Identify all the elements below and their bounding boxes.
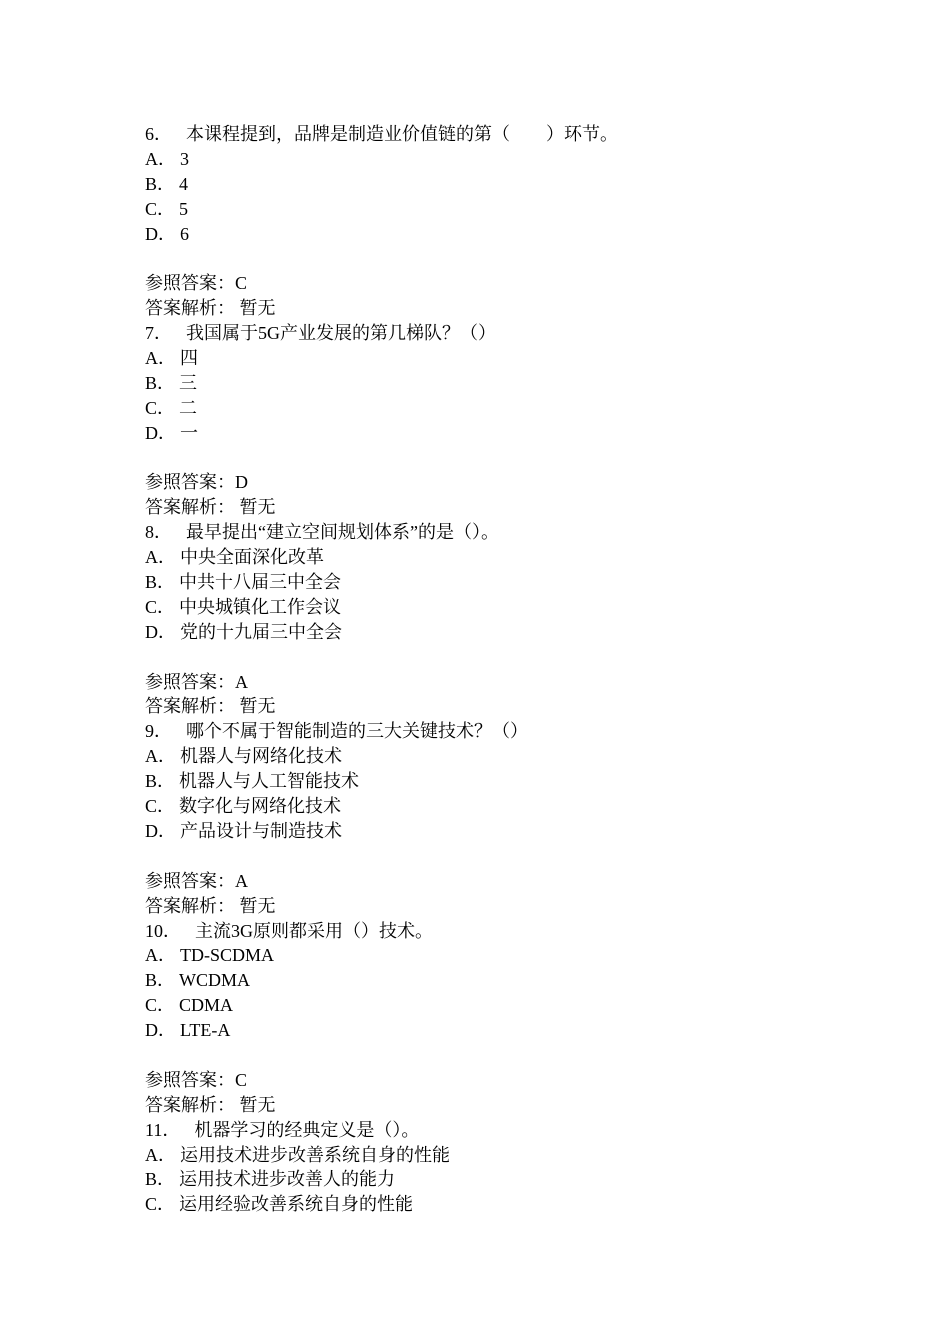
question-9 [145,719,845,918]
option-letter: B． [145,970,176,991]
option-text: 机器人与网络化技术 [180,746,342,767]
analysis-label: 答案解析： [145,497,235,518]
option-letter: C． [145,1194,176,1215]
question-stem [145,919,845,944]
option-letter: C． [145,995,176,1016]
option-letter: B． [145,1169,176,1190]
question-text: 我国属于5G产业发展的第几梯队？（） [186,323,496,344]
option-text: 产品设计与制造技术 [180,820,342,841]
option-a [145,346,845,371]
question-stem [145,321,845,346]
answer-value: D [235,472,248,493]
answer-label: 参照答案： [145,671,235,692]
option-a [145,545,845,570]
question-text: 主流3G原则都采用（）技术。 [195,920,433,941]
spacer [145,446,845,471]
option-b [145,1167,845,1192]
analysis-line [145,694,845,719]
option-d [145,620,845,645]
option-text: 4 [179,173,189,194]
option-c [145,1192,845,1217]
option-a [145,744,845,769]
option-text: 机器人与人工智能技术 [179,771,360,792]
option-text: 运用技术进步改善系统自身的性能 [180,1144,450,1165]
option-a [145,943,845,968]
answer-label: 参照答案： [145,870,235,891]
option-text: 党的十九届三中全会 [180,621,342,642]
option-letter: D． [145,820,176,841]
analysis-line [145,1093,845,1118]
answer-label: 参照答案： [145,273,235,294]
option-letter: C． [145,198,176,219]
option-text: 数字化与网络化技术 [179,796,342,817]
option-letter: B． [145,173,176,194]
option-letter: A． [145,547,176,568]
option-text: 运用经验改善系统自身的性能 [179,1194,414,1215]
analysis-value: 暂无 [239,696,276,717]
option-text: 四 [180,348,198,369]
analysis-label: 答案解析： [145,895,235,916]
option-c [145,197,845,222]
spacer [145,844,845,869]
option-d [145,421,845,446]
option-text: 6 [180,223,189,244]
option-letter: D． [145,223,176,244]
answer-line [145,670,845,695]
spacer [145,645,845,670]
question-stem [145,1118,845,1143]
question-number: 7． [145,323,172,344]
question-stem [145,719,845,744]
option-c [145,993,845,1018]
option-letter: B． [145,572,176,593]
analysis-line [145,296,845,321]
analysis-label: 答案解析： [145,696,235,717]
answer-line [145,1068,845,1093]
analysis-value: 暂无 [239,895,276,916]
option-b [145,769,845,794]
answer-value: A [235,870,248,891]
analysis-line [145,894,845,919]
option-text: 二 [179,397,198,418]
option-a [145,1143,845,1168]
question-text: 哪个不属于智能制造的三大关键技术？（） [186,721,528,742]
answer-line [145,470,845,495]
option-text: 三 [179,372,198,393]
question-stem [145,122,845,147]
option-text: LTE-A [180,1020,231,1041]
option-letter: B． [145,372,176,393]
option-letter: C． [145,397,176,418]
spacer [145,246,845,271]
option-letter: D． [145,621,176,642]
option-b [145,968,845,993]
option-letter: C． [145,596,176,617]
option-d [145,1018,845,1043]
option-text: 5 [179,198,189,219]
question-7 [145,321,845,520]
question-text: 机器学习的经典定义是（）。 [194,1119,420,1140]
option-text: 运用技术进步改善人的能力 [179,1169,396,1190]
analysis-line [145,495,845,520]
analysis-label: 答案解析： [145,1094,235,1115]
option-a [145,147,845,172]
option-c [145,595,845,620]
question-stem [145,520,845,545]
option-c [145,794,845,819]
question-8 [145,520,845,719]
option-b [145,371,845,396]
question-number: 10． [145,920,181,941]
question-11 [145,1118,845,1218]
option-b [145,570,845,595]
option-text: TD-SCDMA [180,945,275,966]
analysis-value: 暂无 [239,298,276,319]
option-text: 中央城镇化工作会议 [179,596,342,617]
document-page [145,122,845,1217]
option-text: 3 [180,148,189,169]
question-text: 本课程提到，品牌是制造业价值链的第（ ）环节。 [186,124,618,144]
answer-value: C [235,273,248,294]
question-number: 9． [145,721,172,742]
question-text: 最早提出“建立空间规划体系”的是（）。 [186,522,499,543]
analysis-label: 答案解析： [145,298,235,319]
analysis-value: 暂无 [239,497,276,518]
option-b [145,172,845,197]
spacer [145,1043,845,1068]
option-letter: D． [145,1020,176,1041]
option-letter: B． [145,771,176,792]
question-number: 11． [145,1119,181,1140]
answer-line [145,271,845,296]
answer-value: C [235,1069,248,1090]
question-number: 6． [145,124,172,144]
answer-value: A [235,671,248,692]
option-letter: A． [145,348,176,369]
question-number: 8． [145,522,172,543]
option-text: 中共十八届三中全会 [179,572,342,593]
option-text: WCDMA [179,970,251,991]
option-letter: A． [145,1144,176,1165]
option-d [145,819,845,844]
option-c [145,396,845,421]
option-letter: A． [145,746,176,767]
option-text: CDMA [179,995,234,1016]
question-10 [145,919,845,1118]
option-text: 一 [180,422,198,443]
option-letter: D． [145,422,176,443]
analysis-value: 暂无 [239,1094,276,1115]
option-text: 中央全面深化改革 [180,547,324,568]
answer-line [145,869,845,894]
answer-label: 参照答案： [145,472,235,493]
option-letter: A． [145,148,176,169]
option-d [145,222,845,247]
answer-label: 参照答案： [145,1069,235,1090]
option-letter: C． [145,796,176,817]
option-letter: A． [145,945,176,966]
question-6 [145,122,845,321]
